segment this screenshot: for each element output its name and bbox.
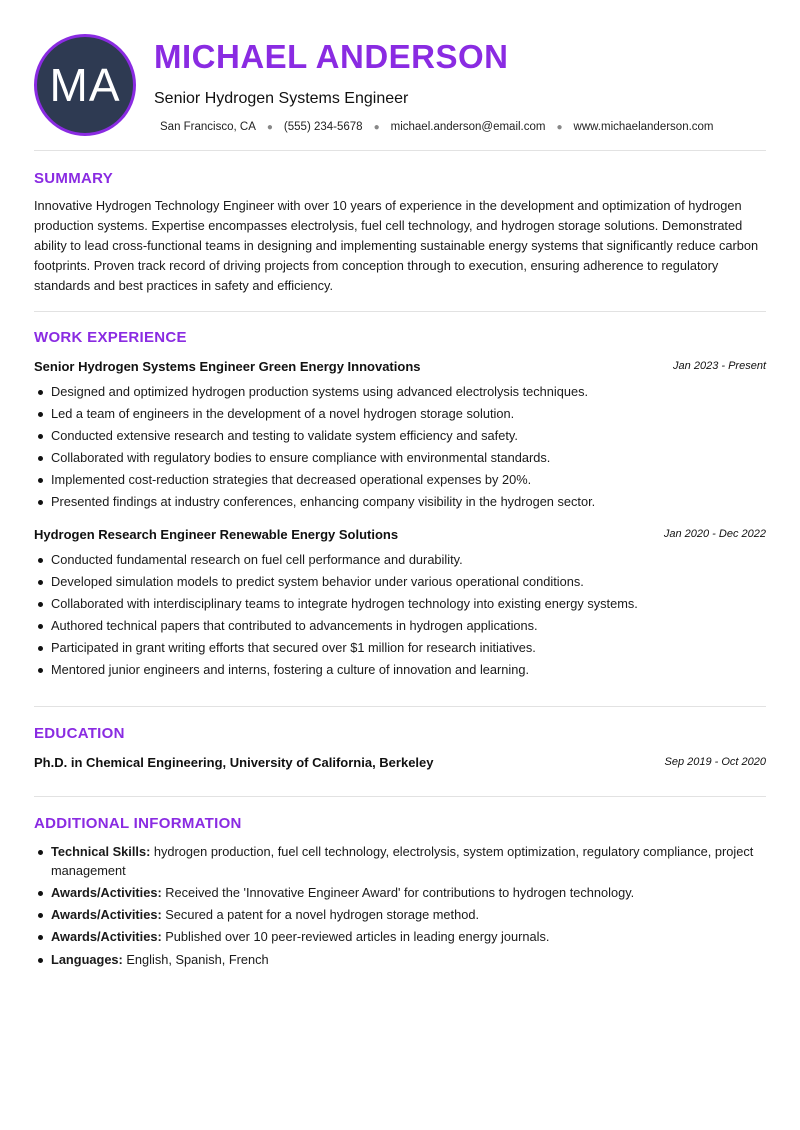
list-item bbox=[34, 842, 766, 880]
item-label: Awards/Activities: bbox=[51, 907, 162, 922]
list-item bbox=[34, 950, 766, 969]
item-text: Received the 'Innovative Engineer Award' for contributions to hydrogen technology. bbox=[161, 885, 635, 900]
list-item: Developed simulation models to predict system behavior under various operational conditions. bbox=[34, 571, 766, 593]
bullet-separator-icon: ● bbox=[373, 121, 380, 133]
list-item: Led a team of engineers in the development of a novel hydrogen storage solution. bbox=[34, 403, 766, 425]
list-item: Presented findings at industry conferences, enhancing company visibility in the hydrogen sector. bbox=[34, 491, 766, 513]
job-dates: Jan 2023 - Present bbox=[673, 360, 766, 372]
candidate-title: Senior Hydrogen Systems Engineer bbox=[154, 90, 409, 107]
job-bullets bbox=[34, 381, 766, 513]
contact-location: San Francisco, CA bbox=[160, 121, 256, 133]
avatar bbox=[34, 34, 136, 136]
item-label: Languages: bbox=[51, 952, 123, 967]
divider bbox=[34, 706, 766, 707]
list-item bbox=[34, 927, 766, 946]
job-role: Hydrogen Research Engineer Renewable Energy Solutions bbox=[34, 527, 399, 542]
education-heading: EDUCATION bbox=[34, 725, 125, 742]
list-item: Mentored junior engineers and interns, fostering a culture of innovation and learning. bbox=[34, 659, 766, 681]
contact-phone: (555) 234-5678 bbox=[283, 121, 363, 133]
divider bbox=[34, 796, 766, 797]
list-item: Participated in grant writing efforts that secured over $1 million for research initiatives. bbox=[34, 637, 766, 659]
job-bullets bbox=[34, 549, 766, 681]
job-dates: Jan 2020 - Dec 2022 bbox=[663, 528, 766, 540]
avatar-initials: MA bbox=[49, 59, 121, 111]
contact-line bbox=[160, 121, 714, 133]
job-role: Senior Hydrogen Systems Engineer Green Energy Innovations bbox=[34, 359, 421, 374]
summary-text: Innovative Hydrogen Technology Engineer with over 10 years of experience in the development and optimization of hydrogen production systems. Expertise encompasses electrolysis, fuel cell technology, and hydrogen storage solutions. Demonstrated ability to lead cross-functional teams in designing and implementing sustainable energy systems that significantly reduce carbon footprints. Proven track record of driving projects from conception through to execution, ensuring adherence to regulatory standards and best practices in safety and efficiency. bbox=[34, 198, 759, 293]
experience-heading: WORK EXPERIENCE bbox=[34, 329, 187, 346]
list-item: Implemented cost-reduction strategies that decreased operational expenses by 20%. bbox=[34, 469, 766, 491]
summary-heading: SUMMARY bbox=[34, 170, 114, 187]
contact-email[interactable]: michael.anderson@email.com bbox=[390, 121, 546, 133]
item-label: Technical Skills: bbox=[51, 844, 151, 859]
education-entry bbox=[34, 754, 766, 772]
list-item: Conducted extensive research and testing to validate system efficiency and safety. bbox=[34, 425, 766, 447]
contact-website[interactable]: www.michaelanderson.com bbox=[573, 121, 714, 133]
list-item: Collaborated with regulatory bodies to ensure compliance with environmental standards. bbox=[34, 447, 766, 469]
divider bbox=[34, 150, 766, 151]
job-header bbox=[34, 358, 766, 376]
divider bbox=[34, 311, 766, 312]
list-item: Collaborated with interdisciplinary teams to integrate hydrogen technology into existing energy systems. bbox=[34, 593, 766, 615]
list-item: Authored technical papers that contributed to advancements in hydrogen applications. bbox=[34, 615, 766, 637]
list-item: Designed and optimized hydrogen production systems using advanced electrolysis techniques. bbox=[34, 381, 766, 403]
item-text: Secured a patent for a novel hydrogen storage method. bbox=[161, 907, 480, 922]
additional-list bbox=[34, 842, 766, 972]
degree: Ph.D. in Chemical Engineering, University of California, Berkeley bbox=[34, 755, 434, 770]
bullet-separator-icon: ● bbox=[266, 121, 273, 133]
item-text: hydrogen production, fuel cell technology, electrolysis, system optimization, regulatory compliance, project management bbox=[51, 844, 754, 878]
candidate-name: MICHAEL ANDERSON bbox=[154, 38, 509, 75]
item-text: English, Spanish, French bbox=[122, 952, 269, 967]
item-text: Published over 10 peer-reviewed articles in leading energy journals. bbox=[161, 929, 550, 944]
job-header bbox=[34, 526, 766, 544]
bullet-separator-icon: ● bbox=[556, 121, 563, 133]
item-label: Awards/Activities: bbox=[51, 929, 162, 944]
resume-header bbox=[34, 34, 766, 138]
education-dates: Sep 2019 - Oct 2020 bbox=[664, 756, 766, 768]
list-item bbox=[34, 905, 766, 924]
item-label: Awards/Activities: bbox=[51, 885, 162, 900]
list-item bbox=[34, 883, 766, 902]
list-item: Conducted fundamental research on fuel cell performance and durability. bbox=[34, 549, 766, 571]
additional-heading: ADDITIONAL INFORMATION bbox=[34, 815, 242, 832]
